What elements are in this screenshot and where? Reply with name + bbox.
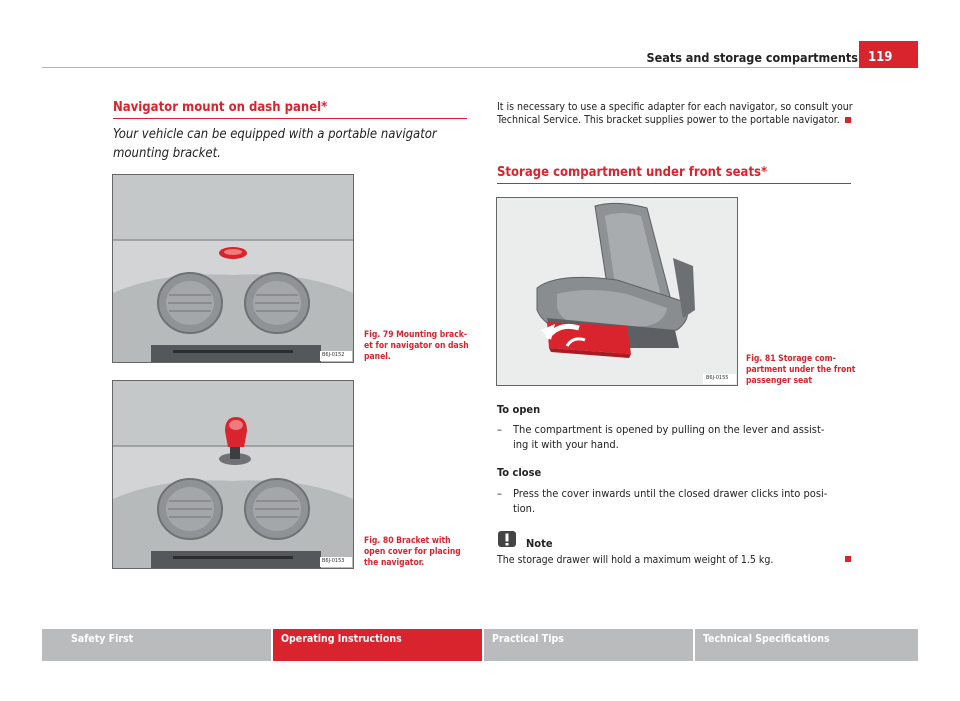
heading-navigator-mount: Navigator mount on dash panel* <box>113 100 328 115</box>
caption-line: open cover for placing <box>364 547 461 557</box>
caption-line: et for navigator on dash <box>364 341 469 351</box>
intro-text: Your vehicle can be equipped with a portable navigator mounting bracket. <box>113 127 437 161</box>
figure-81-code: B6J-0155 <box>706 375 729 381</box>
close-step-text <box>513 486 827 516</box>
dash-bullet: – <box>497 487 502 500</box>
note-text: The storage drawer will hold a maximum weight of 1.5 kg. <box>497 554 774 566</box>
to-open-label: To open <box>497 403 541 416</box>
caption-line: passenger seat <box>746 376 813 386</box>
figure-80-caption <box>364 536 461 569</box>
caption-line: panel. <box>364 352 391 362</box>
note-label: Note <box>526 537 553 550</box>
end-mark <box>845 556 851 562</box>
figure-81-caption <box>746 354 855 387</box>
page-number: 119 <box>859 41 918 68</box>
figure-80-code: B6J-0153 <box>322 558 345 564</box>
step-line: ing it with your hand. <box>513 438 619 451</box>
tab-safety-first[interactable]: Safety First <box>42 629 271 661</box>
figure-81-image <box>496 197 738 386</box>
heading-rule <box>113 118 467 119</box>
figure-80-image <box>112 380 354 569</box>
to-close-label: To close <box>497 466 542 479</box>
caption-line: Fig. 81 Storage com- <box>746 354 836 364</box>
open-step <box>497 422 857 454</box>
heading-rule <box>497 183 851 184</box>
step-line: tion. <box>513 502 536 515</box>
tab-practical-tips[interactable]: Practical Tips <box>484 629 693 661</box>
tab-operating-instructions[interactable]: Operating Instructions <box>273 629 482 661</box>
paragraph-line: It is necessary to use a specific adapter for each navigator, so consult your <box>497 101 853 113</box>
close-step <box>497 486 857 518</box>
caption-line: partment under the front <box>746 365 856 375</box>
figure-79-image <box>112 174 354 363</box>
end-mark <box>845 117 851 123</box>
section-title: Seats and storage compartments <box>646 50 858 65</box>
step-line: The compartment is opened by pulling on the lever and assist- <box>513 423 825 436</box>
tab-technical-specifications[interactable]: Technical Specifications <box>695 629 918 661</box>
caption-line: Fig. 80 Bracket with <box>364 536 451 546</box>
figure-79-caption <box>364 330 469 363</box>
heading-storage-compartment: Storage compartment under front seats* <box>497 165 768 180</box>
intro-paragraph <box>497 101 853 127</box>
caption-line: the navigator. <box>364 558 425 568</box>
note-icon <box>497 530 517 548</box>
caption-line: Fig. 79 Mounting brack- <box>364 330 467 340</box>
open-step-text <box>513 422 824 452</box>
dash-bullet: – <box>497 423 502 436</box>
figure-79-code: B6J-0152 <box>322 352 345 358</box>
header-rule <box>42 67 918 68</box>
paragraph-line: Technical Service. This bracket supplies power to the portable navigator. <box>497 114 840 126</box>
step-line: Press the cover inwards until the closed drawer clicks into posi- <box>513 487 828 500</box>
